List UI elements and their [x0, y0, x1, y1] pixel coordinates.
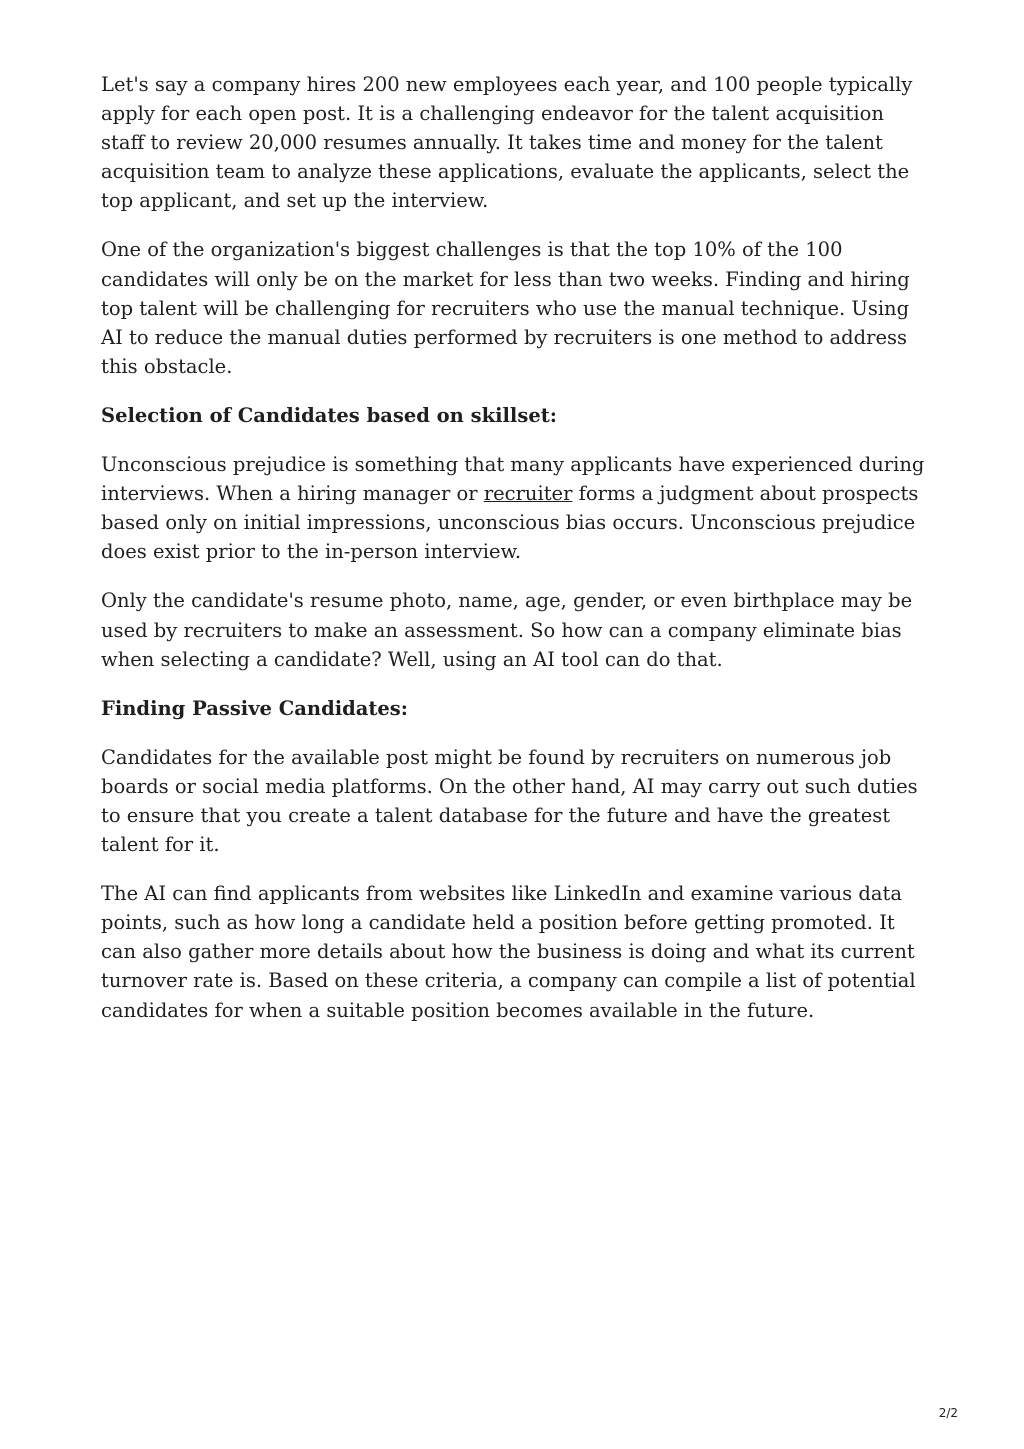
paragraph-text-after-link: forms a judgment about prospects based only on initial impressions, unconscious bias occurs. Unconscious prejudice does exist prior to the in-person interview. [101, 482, 919, 564]
paragraph-linkedin: The AI can find applicants from websites like LinkedIn and examine various data points, such as how long a candidate held a position before getting promoted. It can also gather more details about how the business is doing and what its current turnover rate is. Based on these criteria, a company can compile a list of potential candidates for when a suitable position becomes available in the future. [101, 882, 916, 1022]
heading-passive-candidates: Finding Passive Candidates: [101, 696, 408, 720]
paragraph-hiring-volume: Let's say a company hires 200 new employees each year, and 100 people typically apply for each open post. It is a challenging endeavor for the talent acquisition staff to review 20,000 resumes annually. It takes time and money for the talent acquisition team to analyze these applications, evaluate the applicants, select the top applicant, and set up the interview. [101, 73, 913, 213]
heading-selection-skillset: Selection of Candidates based on skillset: [101, 403, 557, 427]
paragraph-text-before-link: Unconscious prejudice is something that many applicants have experienced during interviews. When a hiring manager or [101, 453, 925, 506]
recruiter-link[interactable]: recruiter [483, 482, 573, 506]
page-number: 2/2 [938, 1406, 958, 1420]
paragraph-eliminate-bias: Only the candidate's resume photo, name, age, gender, or even birthplace may be used by recruiters to make an assessment. So how can a company eliminate bias when selecting a candidate? Well, using an AI tool can do that. [101, 589, 913, 671]
paragraph-top-talent: One of the organization's biggest challenges is that the top 10% of the 100 candidates will only be on the market for less than two weeks. Finding and hiring top talent will be challenging for recruiters who use the manual technique. Using AI to reduce the manual duties performed by recruiters is one method to address this obstacle. [101, 238, 910, 378]
paragraph-job-boards: Candidates for the available post might be found by recruiters on numerous job boards or social media platforms. On the other hand, AI may carry out such duties to ensure that you create a talent database for the future and have the greatest talent for it. [101, 745, 918, 857]
paragraph-unconscious-bias [101, 450, 931, 566]
document-body [101, 70, 931, 1045]
